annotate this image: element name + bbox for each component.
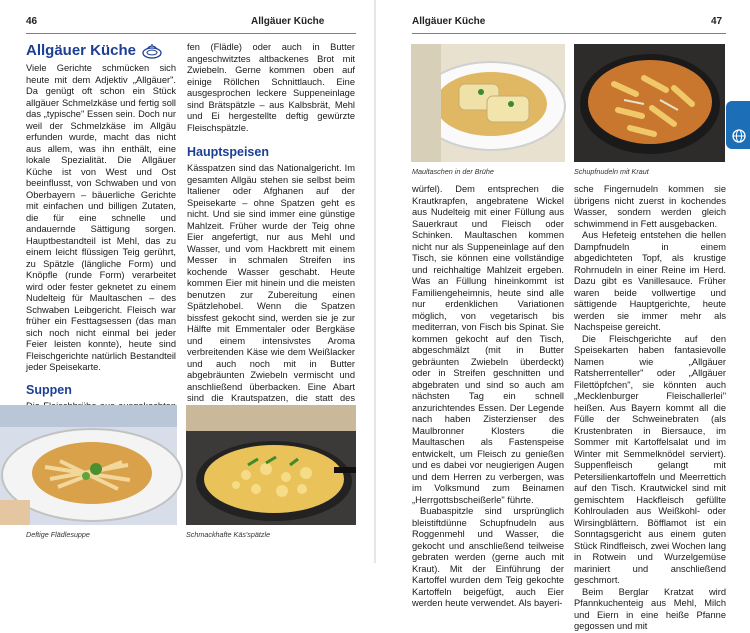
right-column-2 (574, 184, 726, 633)
caption-maultaschen: Maultaschen in der Brühe (412, 167, 494, 176)
left-column-2 (187, 42, 355, 439)
suppen-continued: fen (Flädle) oder auch in Butter angeschwitztes altbackenes Brot mit Zwiebeln. Gerne kommen oben auf einige Röllchen Schnittlauch. Eine ausgesprochen leckere Suppeneinlage sind Brätspätzle – aus Kalbsbrät, Mehl und Ei hergestellte deftig gewürzte Fleischspätzle. (187, 42, 355, 133)
intro-paragraph: Viele Gerichte schmücken sich heute mit dem Adjektiv „Allgäuer". Da genügt oft schon ein Stück allgäuer Schmelzkäse und fertig soll das „typische" Essen sein. Doch nur weil der Schmelzkäse im Allgäu erfunden wurde, macht das nicht aus allem, was ihn enthält, eine lokale Spezialität. Die Allgäuer Küche ist von West und Ost beeinflusst, von Schwaben und von Oberbayern – bäuerliche Gerichte mit einfachen und billigen Zutaten, die für eine schnelle und andauernde Sättigung sorgen. Hauptbestandteil ist Mehl, das zu einem leicht flüssigen Teig gerührt, zu Spätzle (längliche Form) und Knöpfle (runde Form) verarbeitet wird oder fester geknetet zu einem Nudelteig für Maultaschen – des Schwaben Leibgericht. Fleisch war früher ein Festtagsessen (das man sich noch nicht einmal bei jeder Feier leisten konnte), heute sind Fleischgerichte natürlich Bestandteil jeder Speisekarte. (26, 63, 176, 372)
hauptspeisen-paragraph: Kässpatzen sind das Nationalgericht. Im gesamten Allgäu stehen sie selbst beim Italiener oder Afghanen auf der Speisekarte – ohne Spatzen geht es nicht. Und sie sind immer eine günstige Mahlzeit. Früher wurde der Teig ohne Eier angefertigt, nur aus Mehl und Wasser, und vom Hackbrett mit einem Messer in schmalen Streifen ins kochende Wasser geschabt. Heute kommen Eier mit hinein und die meisten benutzen zur Zubereitung einen Spätzlehobel. Wenn die Spatzen bissfest gekocht sind, werden sie je zur Hälfte mit Emmentaler oder Bergkäse und einem intensivstes Aroma verbreitenden Käse wie dem Weißlacker und auch noch mit in Butter abgebräunten Zwiebeln vermischt und anschließend überbacken. Eine Abart sind die Krautspatzen, die statt des (187, 163, 355, 403)
page-number-right: 47 (711, 16, 723, 27)
photo-maultaschen (411, 44, 565, 162)
dampfnudeln-paragraph: Aus Hefeteig entstehen die hellen Dampfnudeln in einem abgedichteten Topf, als krustige Rohrnudeln in einer Reine im Herd. Dazu gibt es Vanillesauce. Früher waren beide vollwertige und sättigende Hauptgerichte, heute werden sie immer mehr als Nachspeise gereicht. (574, 230, 726, 332)
plate-icon (142, 42, 162, 60)
globe-icon (726, 101, 750, 149)
caption-flaedlesuppe: Deftige Flädlesuppe (26, 530, 90, 539)
right-column-1 (412, 184, 564, 610)
section-heading-suppen: Suppen (26, 382, 72, 397)
section-heading-hauptspeisen: Hauptspeisen (187, 145, 269, 159)
photo-schupfnudeln (574, 44, 725, 162)
kratzat-paragraph: Beim Berglar Kratzat wird Pfannkuchenteig aus Mehl, Milch und Eiern in eine heiße Pfanne gegossen und mit (574, 586, 726, 631)
left-page (0, 0, 375, 563)
right-page (375, 0, 750, 631)
running-title-right: Allgäuer Küche (412, 16, 486, 27)
chapter-heading: Allgäuer Küche (26, 42, 137, 59)
fleischgerichte-paragraph: Die Fleischgerichte auf den Speisekarten haben fantasievolle Namen wie „Allgäuer Ratsherrenteller" oder „Allgäuer Filettöpfchen", sie könnten auch „Mecklenburger Fleischallerlei" heißen. Aus Bayern kommt all die Fülle der Schweinebraten (als Krustenbraten in Biersauce, im Sommer mit Kartoffelsalat und im Winter mit Semmelknödel serviert). Suppenfleisch gelangt mit Petersilienkartoffeln und Meerrettich auf den Tisch. Krautwickel sind mit gemischtem Hackfleisch gefüllte Kohlrouladen aus Weißkohl- oder Wirsingblättern. Böfflamot ist ein Sonntagsgericht aus einem guten Stück Rindfleisch, zwei Wochen lang in Rotwein und Wurzelgemüse mariniert und anschließend geschmort. (574, 333, 726, 585)
buabaspitzle-paragraph: Buabaspitzle sind ursprünglich bleistiftdünne Schupfnudeln aus Roggenmehl und Wasser, die gekocht und anschließend teilweise gebraten werden (gerne auch mit Kraut). Mit der Einführung der Kartoffel wurden dem Teig gekochte Kartoffeln beigefügt, auch Eier werden heute verwendet. Als bayeri- (412, 506, 564, 608)
running-title-left: Allgäuer Küche (251, 16, 325, 27)
caption-schupfnudeln: Schupfnudeln mit Kraut (574, 167, 649, 176)
chapter-thumb-tab[interactable] (726, 101, 750, 149)
caption-kaesspaetzle: Schmackhafte Käs'spätzle (186, 530, 271, 539)
photo-kaesspaetzle (186, 405, 356, 525)
header-rule-right (412, 33, 726, 34)
krautkrapfen-paragraph: würfel). Dem entsprechen die Krautkrapfen, angebratene Wickel aus Nudelteig mit einer Füllung aus Sauerkraut und Fleisch oder Schinken. Maultaschen kommen nicht nur als Suppeneinlage auf den Tisch, sie können eine vollständige und reichhaltige Mahlzeit ergeben. Was an Füllung hineinkommt ist Familiengeheimnis, heute sind alle nur erdenklichen Variationen möglich, von vegetarisch bis mediterran, von Fisch bis Spinat. Sie kommen gekocht auf den Tisch, abgeschmälzt (mit in Butter gebräunten Zwiebeln überdeckt) oder in Streifen geschnitten und abgebraten und sind so auch am nächsten Tag ein schnell anzurichtendes Essen. Der Legende nach haben Zisterzienser des Maulbronner Klosters die Maultaschen als Fastenspeise entwickelt, um Fleisch zu genießen und es dabei vor neugierigen Augen und dem Herren zu verbergen, was im Volksmund zum Beinamen „Herrgottsbscheißerle" führte. (412, 184, 564, 505)
left-column-1 (26, 42, 176, 458)
photo-flaedlesuppe (0, 405, 177, 525)
fingernudeln-paragraph: sche Fingernudeln kommen sie übrigens nicht zuerst in kochendes Wasser, sondern werden gleich schwimmend in Fett ausgebacken. (574, 184, 726, 229)
header-rule (26, 33, 356, 34)
page-number-left: 46 (26, 16, 38, 27)
